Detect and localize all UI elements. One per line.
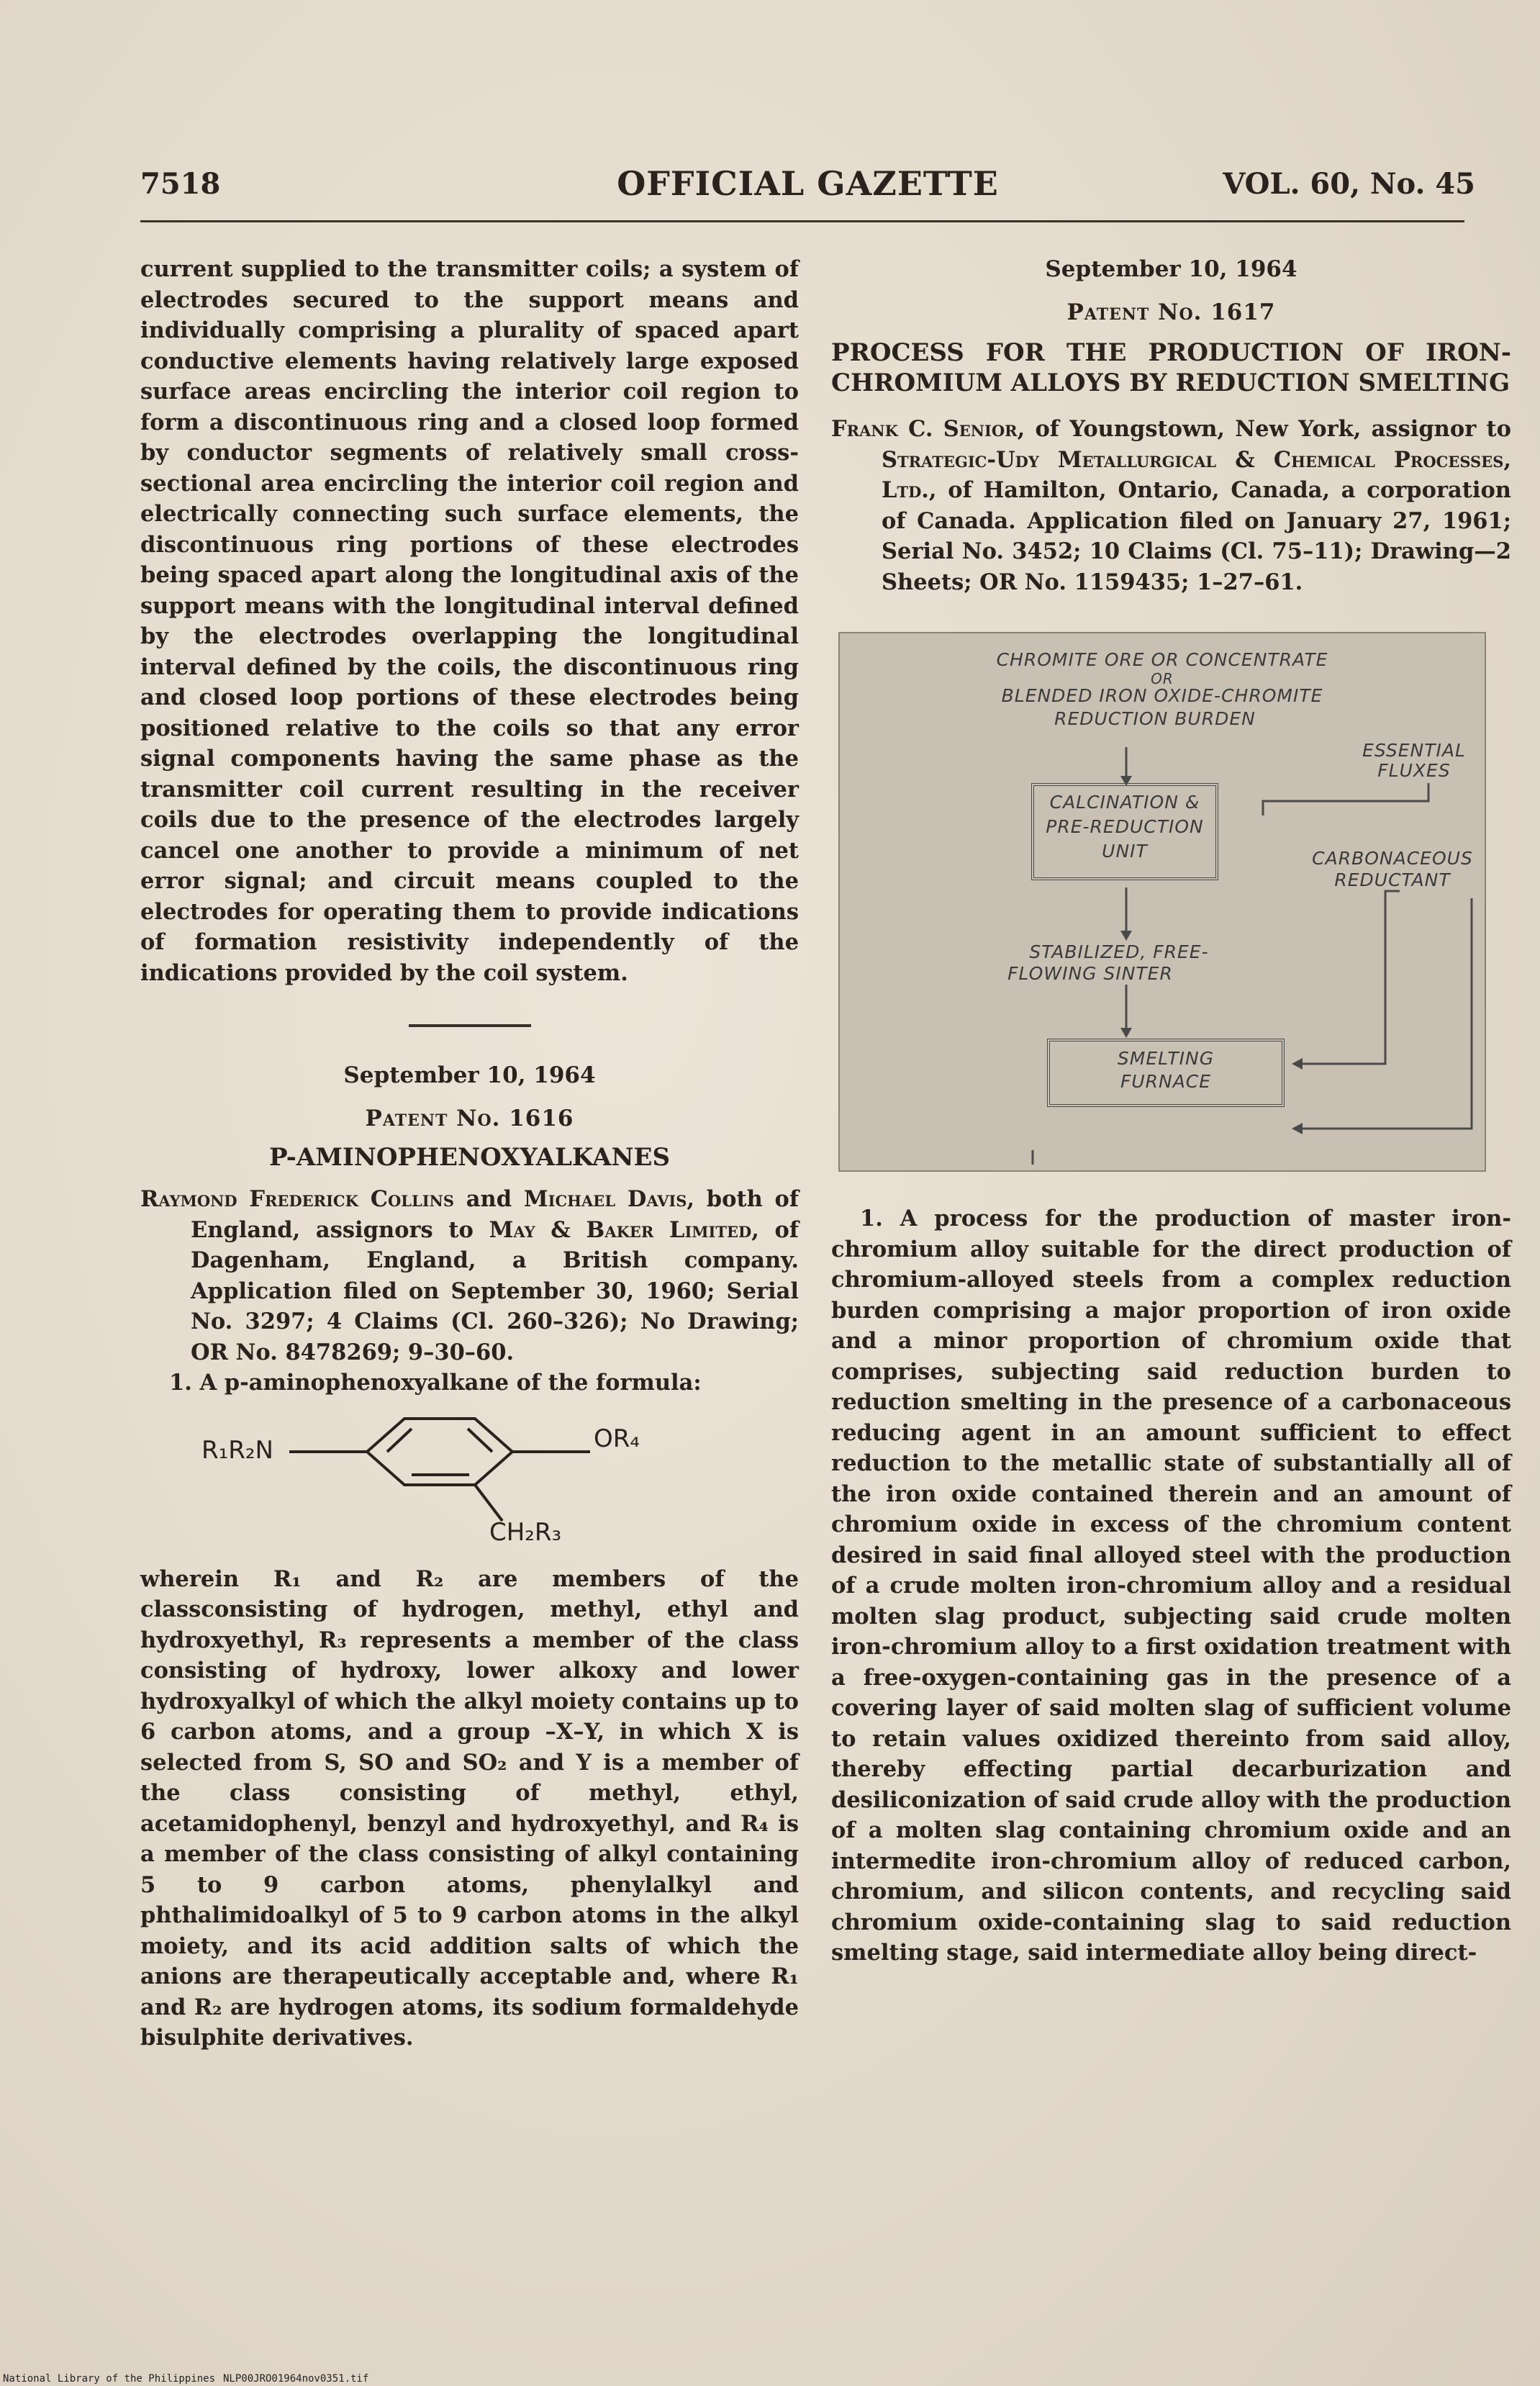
header-rule <box>140 220 1464 222</box>
flow-furnace-line-2: FURNACE <box>1120 1071 1212 1092</box>
patent-1617-claim: 1. A process for the production of master iron-chromium alloy suitable for the direct production of chromium-alloyed steels from a complex reduction burden comprising a major proportion of iron oxide and a minor proportion of chromium oxide that comprises, subjecting said reduction burden to reduction smelting in the presence of a carbonaceous reducing agent in an amount sufficient to effect reduction to the metallic state of substantially all of the iron oxide contained therein and an amount of chromium oxide in excess of the chromium content desired in said final alloyed steel with the production of a crude molten iron-chromium alloy and a residual molten slag product, subjecting said crude molten iron-chromium alloy to a first oxidation treatment with a free-oxygen-containing gas in the presence of a covering layer of said molten slag of sufficient volume to retain values oxidized thereinto from said alloy, thereby effecting partial decarburization and desiliconization of said crude alloy with the production of a molten slag containing chromium oxide and an intermedite iron-chromium alloy of reduced carbon, chromium, and silicon contents, and recycling said chromium oxide-containing slag to said reduction smelting stage, said intermediate alloy being direct- <box>831 1206 1511 1966</box>
flow-calcination-line-1: CALCINATION & <box>1049 792 1200 813</box>
formula-bottom-group: CH₂R₃ <box>489 1517 562 1547</box>
assignee-name: Strategic-Udy Metallurgical & Chemical Processes, Ltd. <box>882 446 1511 503</box>
flow-reductant-line-2: REDUCTANT <box>1334 869 1451 890</box>
patent-1616-inventors <box>140 1184 799 1368</box>
patent-1617-date: September 10, 1964 <box>1045 256 1297 282</box>
patent-1617-number: Patent No. 1617 <box>1066 299 1276 325</box>
patent-1616-date: September 10, 1964 <box>343 1062 596 1088</box>
page-header <box>140 164 1475 217</box>
application-details: , of Dagenham, England, a British company. Application filed on September 30, 1960; Serial No. 3297; 4 Claims (Cl. 260–326); No Drawing; OR No. 8478269; 9–30–60. <box>191 1216 800 1365</box>
flow-sinter-line-2: FLOWING SINTER <box>1007 963 1173 984</box>
flow-sinter-line-1: STABILIZED, FREE- <box>1029 941 1209 962</box>
flow-input-line-1: CHROMITE ORE OR CONCENTRATE <box>996 649 1328 670</box>
inventor-name: Raymond Frederick Collins <box>140 1186 454 1212</box>
flow-fluxes-line-2: FLUXES <box>1377 760 1451 781</box>
coinventor-name: Michael Davis <box>523 1186 687 1212</box>
assignment-text: , both of England, assignors to <box>191 1186 800 1243</box>
flow-input-line-2: BLENDED IRON OXIDE-CHROMITE <box>1001 685 1323 706</box>
continuation-text: current supplied to the transmitter coils; a system of electrodes secured to the support means and individually comprising a plurality of spaced apart conductive elements having relatively large exposed surface areas encircling the interior coil region to form a discontinuous ring and a closed loop formed by conductor segments of relatively small cross-sectional area encircling the interior coil region and electrically connecting such surface elements, the discontinuous ring portions of these electrodes being spaced apart along the longitudinal axis of the support means with the longitudinal interval defined by the electrodes overlapping the longitudinal interval defined by the coils, the discontinuous ring and closed loop portions of these electrodes being positioned relative to the coils so that any error signal components having the same phase as the transmitter coil current resulting in the receiver coils due to the presence of the electrodes largely cancel one another to provide a minimum of net error signal; and circuit means coupled to the electrodes for operating them to provide indications of formation resistivity independently of the indications provided by the coil system. <box>140 256 799 986</box>
inventor-name: Frank C. Senior <box>831 416 1018 442</box>
application-details: , of Hamilton, Ontario, Canada, a corporation of Canada. Application filed on January 27, 1961; Serial No. 3452; 10 Claims (Cl. 75–11); Drawing—2 Sheets; OR No. 1159435; 1–27–61. <box>882 477 1511 595</box>
flow-reductant-line-1: CARBONACEOUS <box>1312 848 1473 869</box>
patent-1616-title: P-AMINOPHENOXYALKANES <box>269 1143 670 1172</box>
patent-1616-claim-body: wherein R₁ and R₂ are members of the classconsisting of hydrogen, methyl, ethyl and hydroxyethyl, R₃ represents a member of the class consisting of hydroxy, lower alkoxy and lower hydroxyalkyl of which the alkyl moiety contains up to 6 carbon atoms, and a group –X–Y, in which X is selected from S, SO and SO₂ and Y is a member of the class consisting of methyl, ethyl, acetamidophenyl, benzyl and hydroxyethyl, and R₄ is a member of the class consisting of alkyl containing 5 to 9 carbon atoms, phenylalkyl and phthalimidoalkyl of 5 to 9 carbon atoms in the alkyl moiety, and its acid addition salts of which the anions are therapeutically acceptable and, where R₁ and R₂ are hydrogen atoms, its sodium formaldehyde bisulphite derivatives. <box>140 1565 799 2051</box>
chemical-formula <box>201 1398 835 1564</box>
process-flowchart <box>838 632 1486 1172</box>
flow-calcination-line-2: PRE-REDUCTION <box>1046 816 1204 837</box>
patent-1616-number: Patent No. 1616 <box>365 1106 574 1131</box>
left-column <box>140 254 799 2053</box>
flow-calcination-line-3: UNIT <box>1102 841 1148 862</box>
flow-input-line-3: REDUCTION BURDEN <box>1054 708 1256 729</box>
and-word: and <box>466 1186 512 1212</box>
flow-furnace-line-1: SMELTING <box>1117 1048 1215 1069</box>
right-column <box>831 254 1511 1969</box>
formula-left-group: R₁R₂N <box>201 1435 273 1465</box>
patent-1617-title: PROCESS FOR THE PRODUCTION OF IRON-CHROMIUM ALLOYS BY REDUCTION SMELTING <box>831 338 1511 397</box>
assignee-name: May & Baker Limited <box>489 1216 752 1243</box>
footer-filename: NLP00JRO01964nov0351.tif <box>223 2373 369 2385</box>
patent-1617-inventor <box>831 414 1511 597</box>
patent-1616-claim-intro: 1. A p-aminophenoxyalkane of the formula: <box>169 1370 702 1396</box>
formula-right-group: OR₄ <box>594 1424 640 1453</box>
volume-number: VOL. 60, No. 45 <box>1223 167 1475 201</box>
footer-credit: National Library of the Philippines <box>3 2373 216 2385</box>
flow-input-or: OR <box>1151 670 1174 687</box>
flow-fluxes-line-1: ESSENTIAL <box>1362 740 1466 761</box>
page-number: 7518 <box>140 167 221 201</box>
assignment-text: , of Youngstown, New York, assignor to <box>1017 416 1511 442</box>
publication-title: OFFICIAL GAZETTE <box>617 164 999 203</box>
